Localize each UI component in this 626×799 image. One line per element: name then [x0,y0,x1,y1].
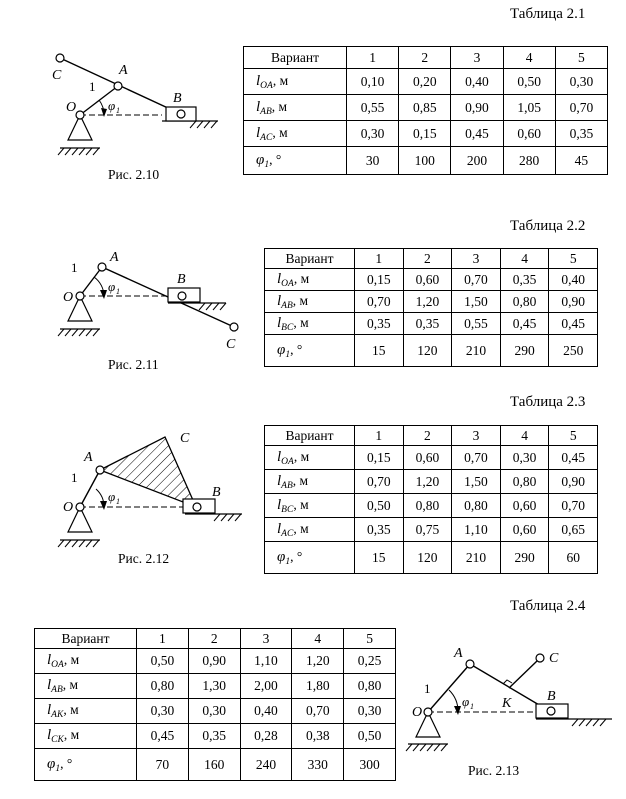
table-cell: 15 [355,542,404,574]
table-cell: 240 [240,749,292,781]
table-cell: 1,10 [240,649,292,674]
table-cell: 0,70 [452,269,501,291]
row-label: $\varphi_1$, ° [265,335,355,367]
table-cell: 0,50 [503,69,555,95]
table-cell: 0,35 [403,313,452,335]
header-cell: 2 [403,249,452,269]
table-cell: 160 [188,749,240,781]
table-cell: 45 [555,147,607,175]
header-cell: 2 [188,629,240,649]
table-2-1-caption: Таблица 2.1 [510,6,586,22]
table-cell: 0,55 [347,95,399,121]
table-cell: 0,80 [500,291,549,313]
label-phi-sub: 1 [470,702,474,711]
header-cell: 5 [555,47,607,69]
header-cell: 1 [355,426,404,446]
table-cell: 0,85 [399,95,451,121]
label-A: A [110,250,119,265]
header-cell: 2 [403,426,452,446]
joint-O [424,708,432,716]
table-cell: 60 [549,542,598,574]
table-cell: 0,15 [399,121,451,147]
table-cell: 290 [500,335,549,367]
label-phi: φ [108,279,116,294]
label-phi-sub: 1 [116,497,120,506]
table-cell: 1,50 [452,291,501,313]
table-cell: 0,35 [555,121,607,147]
header-cell: 5 [549,249,598,269]
header-cell: 4 [500,249,549,269]
table-cell: 0,80 [500,470,549,494]
table-cell: 1,05 [503,95,555,121]
header-cell: 2 [399,47,451,69]
header-cell: 1 [355,249,404,269]
table-cell: 0,30 [500,446,549,470]
table-cell: 0,40 [549,269,598,291]
right-angle-mark [503,680,512,684]
table-cell: 0,40 [240,699,292,724]
table-cell: 0,70 [292,699,344,724]
table-cell: 2,00 [240,674,292,699]
row-label: $l_{AB}$, м [265,291,355,313]
table-cell: 1,50 [452,470,501,494]
link-KC [509,661,537,688]
table-cell: 0,75 [403,518,452,542]
row-label: $l_{AK}$, м [35,699,137,724]
table-cell: 0,20 [399,69,451,95]
table-cell: 0,35 [355,313,404,335]
table-cell: 330 [292,749,344,781]
row-label: $l_{CK}$, м [35,724,137,749]
label-link-1: 1 [89,79,96,94]
table-cell: 0,35 [355,518,404,542]
table-cell: 100 [399,147,451,175]
table-cell: 0,90 [188,649,240,674]
label-B: B [177,272,186,287]
table-cell: 70 [137,749,189,781]
table-cell: 0,70 [549,494,598,518]
table-cell: 0,50 [137,649,189,674]
table-cell: 30 [347,147,399,175]
table-cell: 0,30 [344,699,396,724]
label-O: O [63,290,74,305]
header-cell: 5 [549,426,598,446]
header-cell: 1 [137,629,189,649]
table-cell: 0,65 [549,518,598,542]
table-cell: 0,38 [292,724,344,749]
label-A: A [84,450,93,465]
table-cell: 120 [403,335,452,367]
header-cell: 3 [240,629,292,649]
label-link-1: 1 [71,470,78,485]
rail-hatch [572,719,606,726]
row-label: $l_{BC}$, м [265,494,355,518]
row-label: $\varphi_1$, ° [35,749,137,781]
row-label: $l_{BC}$, м [265,313,355,335]
table-cell: 0,55 [452,313,501,335]
table-cell: 0,60 [403,269,452,291]
table-2-3-caption: Таблица 2.3 [510,394,586,410]
table-cell: 0,60 [503,121,555,147]
row-label: $l_{OA}$, м [265,446,355,470]
table-cell: 0,50 [344,724,396,749]
label-B: B [547,689,556,704]
row-label: $l_{AC}$, м [244,121,347,147]
figure-2-12-caption: Рис. 2.12 [118,551,170,566]
label-C: C [52,68,62,83]
label-O: O [412,705,423,720]
figure-2-13-caption: Рис. 2.13 [468,763,520,778]
table-cell: 0,60 [500,518,549,542]
table-cell: 290 [500,542,549,574]
label-C: C [549,651,559,666]
joint-B [547,707,555,715]
label-O: O [66,100,77,115]
table-cell: 0,30 [555,69,607,95]
header-cell: 4 [292,629,344,649]
table-cell: 0,80 [344,674,396,699]
table-cell: 1,20 [403,470,452,494]
table-cell: 0,90 [549,470,598,494]
table-cell: 210 [452,542,501,574]
table-cell: 1,10 [452,518,501,542]
table-cell: 0,15 [355,446,404,470]
header-variant: Вариант [265,426,355,446]
table-cell: 1,80 [292,674,344,699]
label-phi: φ [108,98,116,113]
table-cell: 300 [344,749,396,781]
table-cell: 0,30 [137,699,189,724]
label-B: B [212,485,221,500]
row-label: $\varphi_1$, ° [244,147,347,175]
label-link-1: 1 [424,681,431,696]
table-cell: 0,60 [403,446,452,470]
table-cell: 0,90 [451,95,503,121]
table-cell: 0,45 [137,724,189,749]
table-cell: 0,50 [355,494,404,518]
row-label: $l_{AC}$, м [265,518,355,542]
figure-2-10-caption: Рис. 2.10 [108,167,160,182]
header-variant: Вариант [244,47,347,69]
row-label: $l_{OA}$, м [265,269,355,291]
label-phi-sub: 1 [116,106,120,115]
table-cell: 200 [451,147,503,175]
label-A: A [119,63,128,78]
table-cell: 0,70 [452,446,501,470]
header-cell: 5 [344,629,396,649]
header-cell: 3 [452,426,501,446]
table-cell: 0,80 [403,494,452,518]
label-C: C [226,337,236,352]
label-link-1: 1 [71,260,78,275]
table-cell: 15 [355,335,404,367]
table-cell: 250 [549,335,598,367]
row-label: $l_{OA}$, м [244,69,347,95]
table-cell: 0,45 [451,121,503,147]
table-cell: 0,35 [188,724,240,749]
ground-hatch [406,744,447,751]
row-label: $l_{AB}$, м [244,95,347,121]
joint-A [466,660,474,668]
table-cell: 210 [452,335,501,367]
table-cell: 0,30 [188,699,240,724]
table-cell: 0,15 [355,269,404,291]
row-label: $l_{AB}$, м [265,470,355,494]
table-cell: 0,90 [549,291,598,313]
table-2-4-caption: Таблица 2.4 [510,598,586,614]
header-cell: 1 [347,47,399,69]
label-phi-sub: 1 [116,287,120,296]
label-phi: φ [462,694,470,709]
header-variant: Вариант [35,629,137,649]
label-O: O [63,500,74,515]
table-cell: 0,10 [347,69,399,95]
row-label: $\varphi_1$, ° [265,542,355,574]
table-cell: 0,35 [500,269,549,291]
table-cell: 1,20 [403,291,452,313]
table-cell: 0,25 [344,649,396,674]
header-cell: 4 [500,426,549,446]
table-cell: 0,40 [451,69,503,95]
table-2-2-caption: Таблица 2.2 [510,218,586,234]
label-B: B [173,91,182,106]
label-A: A [454,646,463,661]
joint-C [536,654,544,662]
label-K: K [502,696,512,711]
label-C: C [180,431,190,446]
header-cell: 3 [451,47,503,69]
table-cell: 0,30 [347,121,399,147]
label-phi: φ [108,489,116,504]
table-cell: 0,60 [500,494,549,518]
table-cell: 0,45 [500,313,549,335]
table-cell: 280 [503,147,555,175]
figure-2-11-caption: Рис. 2.11 [108,357,159,372]
table-cell: 1,20 [292,649,344,674]
header-cell: 3 [452,249,501,269]
header-variant: Вариант [265,249,355,269]
table-cell: 0,45 [549,446,598,470]
table-cell: 0,80 [452,494,501,518]
table-cell: 0,28 [240,724,292,749]
table-cell: 0,70 [355,470,404,494]
table-cell: 0,80 [137,674,189,699]
table-cell: 120 [403,542,452,574]
angle-arrow [454,706,461,715]
header-cell: 4 [503,47,555,69]
row-label: $l_{OA}$, м [35,649,137,674]
table-cell: 0,70 [555,95,607,121]
table-cell: 0,45 [549,313,598,335]
table-cell: 1,30 [188,674,240,699]
row-label: $l_{AB}$, м [35,674,137,699]
table-cell: 0,70 [355,291,404,313]
